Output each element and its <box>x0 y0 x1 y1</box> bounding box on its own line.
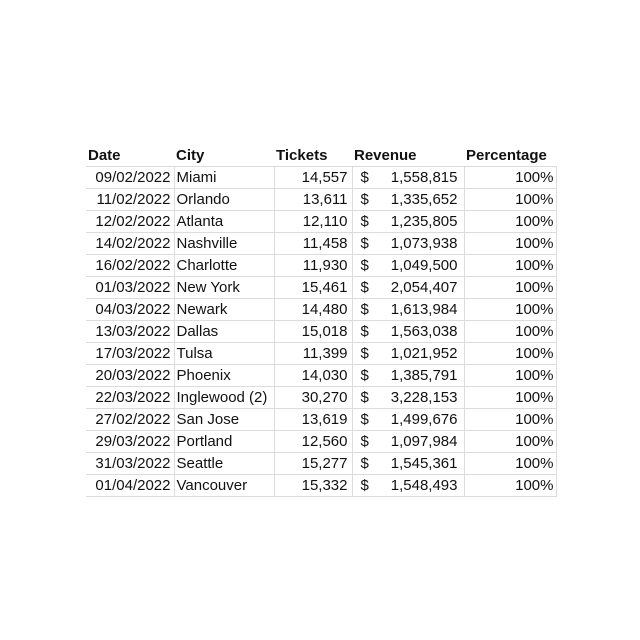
tickets-cell[interactable]: 11,399 <box>274 343 352 365</box>
table-row <box>86 211 556 233</box>
currency-symbol: $ <box>360 411 369 428</box>
currency-symbol: $ <box>360 323 369 340</box>
revenue-value: 3,228,153 <box>390 389 458 406</box>
revenue-value: 1,235,805 <box>390 213 458 230</box>
revenue-value: 1,097,984 <box>390 433 458 450</box>
revenue-value: 1,335,652 <box>390 191 458 208</box>
percentage-cell[interactable]: 100% <box>464 321 556 343</box>
tickets-cell[interactable]: 11,930 <box>274 255 352 277</box>
table-row <box>86 277 556 299</box>
date-cell[interactable]: 14/02/2022 <box>86 233 174 255</box>
revenue-value: 1,548,493 <box>390 477 458 494</box>
revenue-cell[interactable] <box>352 167 464 189</box>
revenue-cell[interactable] <box>352 277 464 299</box>
currency-symbol: $ <box>360 433 369 450</box>
city-cell[interactable]: Tulsa <box>174 343 274 365</box>
revenue-cell[interactable] <box>352 211 464 233</box>
revenue-value: 1,563,038 <box>390 323 458 340</box>
revenue-value: 1,385,791 <box>390 367 458 384</box>
currency-symbol: $ <box>360 257 369 274</box>
revenue-value: 1,021,952 <box>390 345 458 362</box>
percentage-cell[interactable]: 100% <box>464 211 556 233</box>
revenue-cell[interactable] <box>352 299 464 321</box>
tickets-cell[interactable]: 30,270 <box>274 387 352 409</box>
percentage-cell[interactable]: 100% <box>464 365 556 387</box>
table-row <box>86 255 556 277</box>
header-tickets[interactable]: Tickets <box>274 144 352 167</box>
date-cell[interactable]: 27/02/2022 <box>86 409 174 431</box>
revenue-value: 1,545,361 <box>390 455 458 472</box>
header-row <box>86 144 556 167</box>
revenue-value: 1,073,938 <box>390 235 458 252</box>
table-row <box>86 475 556 497</box>
date-cell[interactable]: 16/02/2022 <box>86 255 174 277</box>
currency-symbol: $ <box>360 213 369 230</box>
date-cell[interactable]: 22/03/2022 <box>86 387 174 409</box>
city-cell[interactable]: Vancouver <box>174 475 274 497</box>
date-cell[interactable]: 31/03/2022 <box>86 453 174 475</box>
date-cell[interactable]: 13/03/2022 <box>86 321 174 343</box>
revenue-value: 1,499,676 <box>390 411 458 428</box>
percentage-cell[interactable]: 100% <box>464 475 556 497</box>
revenue-cell[interactable] <box>352 431 464 453</box>
tickets-cell[interactable]: 15,332 <box>274 475 352 497</box>
tickets-cell[interactable]: 14,480 <box>274 299 352 321</box>
currency-symbol: $ <box>360 477 369 494</box>
revenue-cell[interactable] <box>352 321 464 343</box>
table-row <box>86 167 556 189</box>
currency-symbol: $ <box>360 169 369 186</box>
tickets-cell[interactable]: 13,611 <box>274 189 352 211</box>
percentage-cell[interactable]: 100% <box>464 409 556 431</box>
revenue-cell[interactable] <box>352 475 464 497</box>
table-row <box>86 431 556 453</box>
date-cell[interactable]: 20/03/2022 <box>86 365 174 387</box>
percentage-cell[interactable]: 100% <box>464 387 556 409</box>
city-cell[interactable]: Charlotte <box>174 255 274 277</box>
date-cell[interactable]: 17/03/2022 <box>86 343 174 365</box>
tickets-cell[interactable]: 14,030 <box>274 365 352 387</box>
percentage-cell[interactable]: 100% <box>464 431 556 453</box>
revenue-cell[interactable] <box>352 343 464 365</box>
revenue-value: 1,558,815 <box>390 169 458 186</box>
table-row <box>86 233 556 255</box>
currency-symbol: $ <box>360 279 369 296</box>
revenue-cell[interactable] <box>352 387 464 409</box>
table-row <box>86 299 556 321</box>
header-city[interactable]: City <box>174 144 274 167</box>
currency-symbol: $ <box>360 191 369 208</box>
percentage-cell[interactable]: 100% <box>464 277 556 299</box>
revenue-value: 2,054,407 <box>390 279 458 296</box>
revenue-cell[interactable] <box>352 255 464 277</box>
table-row <box>86 189 556 211</box>
percentage-cell[interactable]: 100% <box>464 189 556 211</box>
table-body <box>86 167 556 497</box>
date-cell[interactable]: 01/04/2022 <box>86 475 174 497</box>
spreadsheet-table-container <box>86 144 556 497</box>
city-cell[interactable]: Phoenix <box>174 365 274 387</box>
percentage-cell[interactable]: 100% <box>464 255 556 277</box>
date-cell[interactable]: 01/03/2022 <box>86 277 174 299</box>
tickets-cell[interactable]: 12,110 <box>274 211 352 233</box>
city-cell[interactable]: Atlanta <box>174 211 274 233</box>
city-cell[interactable]: Dallas <box>174 321 274 343</box>
date-cell[interactable]: 04/03/2022 <box>86 299 174 321</box>
currency-symbol: $ <box>360 389 369 406</box>
ticket-sales-table <box>86 144 557 497</box>
tickets-cell[interactable]: 14,557 <box>274 167 352 189</box>
tickets-cell[interactable]: 12,560 <box>274 431 352 453</box>
currency-symbol: $ <box>360 367 369 384</box>
header-date[interactable]: Date <box>86 144 174 167</box>
table-row <box>86 365 556 387</box>
city-cell[interactable]: New York <box>174 277 274 299</box>
tickets-cell[interactable]: 15,277 <box>274 453 352 475</box>
city-cell[interactable]: Newark <box>174 299 274 321</box>
table-row <box>86 343 556 365</box>
tickets-cell[interactable]: 15,018 <box>274 321 352 343</box>
date-cell[interactable]: 12/02/2022 <box>86 211 174 233</box>
revenue-cell[interactable] <box>352 409 464 431</box>
tickets-cell[interactable]: 13,619 <box>274 409 352 431</box>
city-cell[interactable]: Seattle <box>174 453 274 475</box>
tickets-cell[interactable]: 11,458 <box>274 233 352 255</box>
table-row <box>86 321 556 343</box>
city-cell[interactable]: Orlando <box>174 189 274 211</box>
date-cell[interactable]: 09/02/2022 <box>86 167 174 189</box>
currency-symbol: $ <box>360 235 369 252</box>
header-revenue[interactable]: Revenue <box>352 144 464 167</box>
city-cell[interactable]: Nashville <box>174 233 274 255</box>
percentage-cell[interactable]: 100% <box>464 233 556 255</box>
revenue-cell[interactable] <box>352 453 464 475</box>
currency-symbol: $ <box>360 301 369 318</box>
table-row <box>86 409 556 431</box>
percentage-cell[interactable]: 100% <box>464 299 556 321</box>
revenue-value: 1,613,984 <box>390 301 458 318</box>
table-row <box>86 453 556 475</box>
table-row <box>86 387 556 409</box>
percentage-cell[interactable]: 100% <box>464 453 556 475</box>
percentage-cell[interactable]: 100% <box>464 167 556 189</box>
city-cell[interactable]: Portland <box>174 431 274 453</box>
city-cell[interactable]: San Jose <box>174 409 274 431</box>
revenue-cell[interactable] <box>352 365 464 387</box>
currency-symbol: $ <box>360 345 369 362</box>
date-cell[interactable]: 29/03/2022 <box>86 431 174 453</box>
date-cell[interactable]: 11/02/2022 <box>86 189 174 211</box>
city-cell[interactable]: Miami <box>174 167 274 189</box>
header-percentage[interactable]: Percentage <box>464 144 556 167</box>
tickets-cell[interactable]: 15,461 <box>274 277 352 299</box>
revenue-cell[interactable] <box>352 189 464 211</box>
revenue-value: 1,049,500 <box>390 257 458 274</box>
currency-symbol: $ <box>360 455 369 472</box>
percentage-cell[interactable]: 100% <box>464 343 556 365</box>
city-cell[interactable]: Inglewood (2) <box>174 387 274 409</box>
revenue-cell[interactable] <box>352 233 464 255</box>
